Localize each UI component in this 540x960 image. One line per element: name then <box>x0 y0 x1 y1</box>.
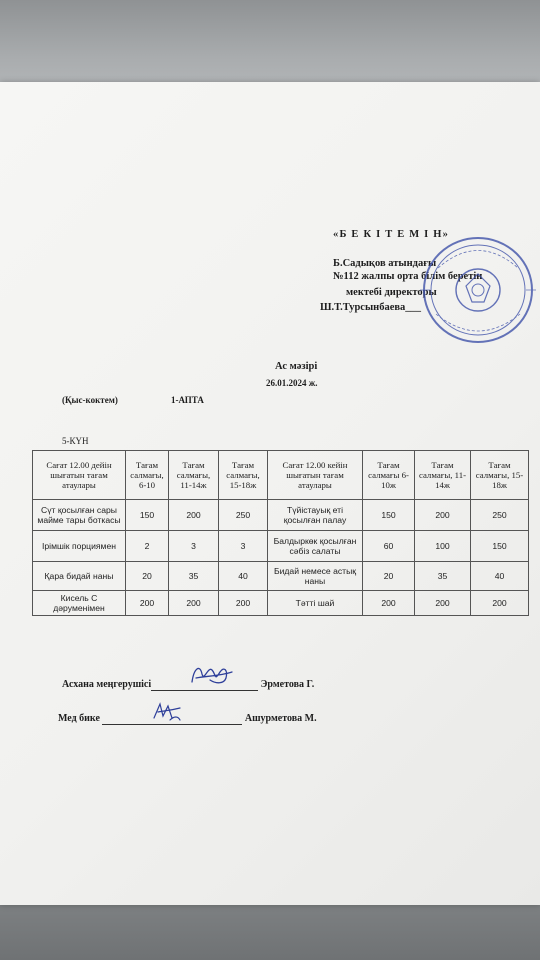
header-cell: Тағам салмағы, 15-18ж <box>471 451 529 500</box>
approval-line-4: Ш.Т.Турсынбаева___ <box>320 302 422 313</box>
kitchen-manager-name: Эрметова Г. <box>260 679 315 690</box>
nurse-signature-row <box>58 713 317 725</box>
weight-cell: 250 <box>219 500 268 531</box>
header-cell: Тағам салмағы, 11-14ж <box>415 451 471 500</box>
dish-cell: Ірімшік порциямен <box>33 531 126 562</box>
approval-title: «Б Е К І Т Е М І Н» <box>333 229 450 240</box>
weight-cell: 200 <box>415 500 471 531</box>
weight-cell: 150 <box>471 531 529 562</box>
header-cell: Сағат 12.00 дейін шығатын тағам атаулары <box>33 451 126 500</box>
weight-cell: 200 <box>415 591 471 616</box>
weight-cell: 60 <box>363 531 415 562</box>
weight-cell: 35 <box>415 562 471 591</box>
table-row <box>33 591 529 616</box>
table-header-row <box>33 451 529 500</box>
nurse-label: Мед бике <box>58 713 100 724</box>
dish-cell: Кисель С дәруменімен <box>33 591 126 616</box>
weight-cell: 3 <box>219 531 268 562</box>
table-row <box>33 531 529 562</box>
dish-cell: Тәтті шай <box>268 591 363 616</box>
dish-cell: Балдыркөк қосылған сәбіз салаты <box>268 531 363 562</box>
day-label: 5-КҮН <box>62 436 89 446</box>
table-row <box>33 562 529 591</box>
weight-cell: 200 <box>169 591 219 616</box>
season-label: (Қыс-коктем) <box>62 395 118 405</box>
header-cell: Тағам салмағы, 11-14ж <box>169 451 219 500</box>
menu-date: 26.01.2024 ж. <box>266 378 318 388</box>
header-cell: Тағам салмағы, 6-10 <box>126 451 169 500</box>
header-cell: Сағат 12.00 кейін шығатын тағам атаулары <box>268 451 363 500</box>
approval-line-1: Б.Садықов атындағы <box>333 258 437 269</box>
weight-cell: 35 <box>169 562 219 591</box>
approval-line-2: №112 жалпы орта білім беретін <box>333 271 483 282</box>
weight-cell: 3 <box>169 531 219 562</box>
dish-cell: Сүт қосылған сары майме тары боткасы <box>33 500 126 531</box>
menu-title: Ас мәзірі <box>275 361 318 372</box>
dish-cell: Қара бидай наны <box>33 562 126 591</box>
weight-cell: 200 <box>126 591 169 616</box>
weight-cell: 200 <box>169 500 219 531</box>
dish-cell: Бидай немесе астық наны <box>268 562 363 591</box>
nurse-signature <box>150 698 184 724</box>
table-surface-bottom <box>0 905 540 960</box>
nurse-name: Ашурметова М. <box>244 713 317 724</box>
kitchen-manager-label: Асхана меңгерушісі <box>62 679 152 690</box>
approval-line-3: мектебі директоры <box>346 287 437 298</box>
weight-cell: 2 <box>126 531 169 562</box>
weight-cell: 200 <box>363 591 415 616</box>
weight-cell: 100 <box>415 531 471 562</box>
official-stamp <box>418 228 536 348</box>
header-cell: Тағам салмағы 6-10ж <box>363 451 415 500</box>
weight-cell: 20 <box>126 562 169 591</box>
menu-table <box>32 450 529 616</box>
weight-cell: 40 <box>471 562 529 591</box>
header-cell: Тағам салмағы, 15-18ж <box>219 451 268 500</box>
dish-cell: Түйістауық еті қосылған палау <box>268 500 363 531</box>
table-row <box>33 500 529 531</box>
weight-cell: 200 <box>219 591 268 616</box>
weight-cell: 20 <box>363 562 415 591</box>
weight-cell: 150 <box>126 500 169 531</box>
weight-cell: 40 <box>219 562 268 591</box>
weight-cell: 250 <box>471 500 529 531</box>
kitchen-manager-signature <box>186 660 236 690</box>
weight-cell: 150 <box>363 500 415 531</box>
week-label: 1-АПТА <box>171 395 204 405</box>
weight-cell: 200 <box>471 591 529 616</box>
